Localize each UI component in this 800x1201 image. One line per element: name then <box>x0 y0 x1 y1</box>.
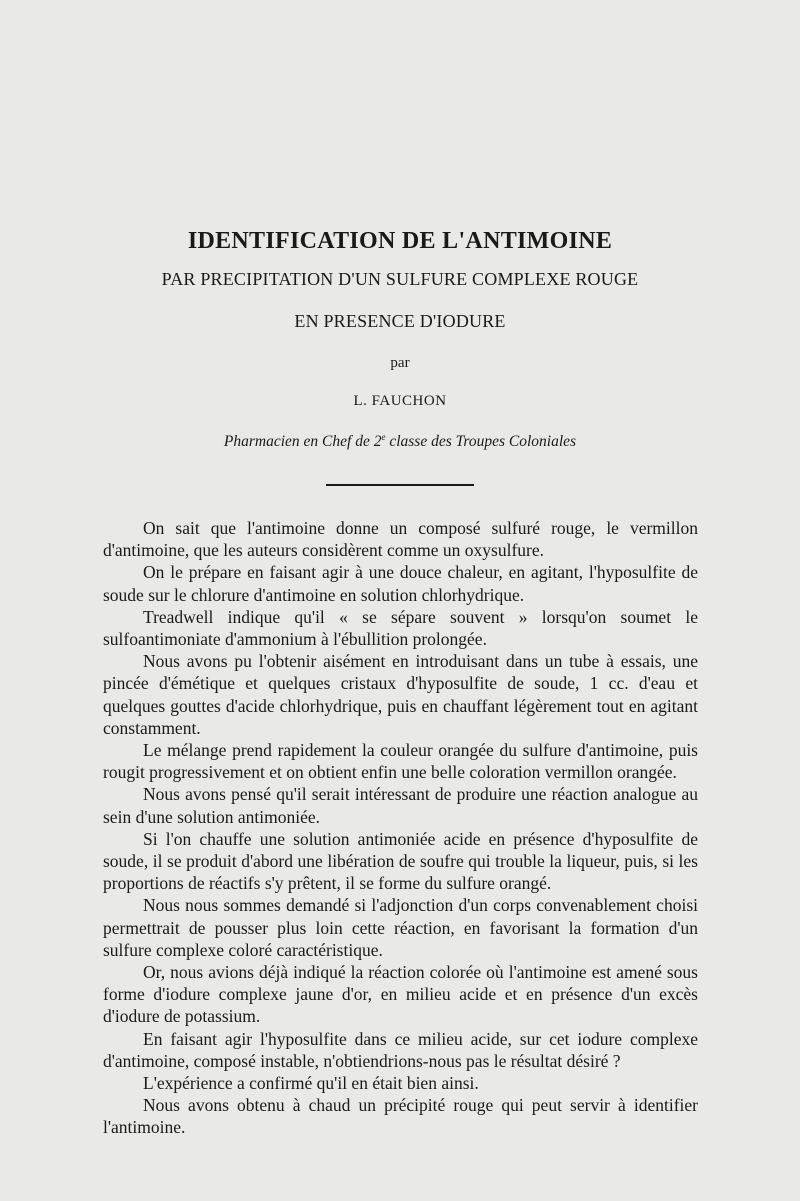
paragraph: En faisant agir l'hyposulfite dans ce milieu acide, sur cet iodure complexe d'antimoine, composé instable, n'obtiendrions-nous pas le résultat désiré ? <box>103 1028 698 1071</box>
paragraph: Treadwell indique qu'il « se sépare souvent » lorsqu'on soumet le sulfoantimoniate d'ammonium à l'ébullition prolongée. <box>103 606 698 650</box>
paragraph: Si l'on chauffe une solution antimoniée acide en présence d'hyposulfite de soude, il se produit d'abord une libération de soufre qui trouble la liqueur, puis, si les proportions de réactifs s'y prêtent, il se forme du sulfure orangé. <box>103 828 698 894</box>
paragraph: On sait que l'antimoine donne un composé sulfuré rouge, le vermillon d'antimoine, que les auteurs considèrent comme un oxysulfure. <box>103 518 698 561</box>
author-affiliation <box>0 432 800 451</box>
paragraph: L'expérience a confirmé qu'il en était bien ainsi. <box>143 1073 479 1094</box>
affiliation-text-before: Pharmacien en Chef de 2 <box>223 433 382 451</box>
paragraph: On le prépare en faisant agir à une douce chaleur, en agitant, l'hyposulfite de soude sur le chlorure d'antimoine en solution chlorhydrique. <box>103 562 698 605</box>
section-divider <box>326 484 474 486</box>
paragraph: Le mélange prend rapidement la couleur orangée du sulfure d'antimoine, puis rougit progressivement et on obtient enfin une belle coloration vermillon orangée. <box>103 740 698 783</box>
paper-subtitle-line-2: EN PRESENCE D'IODURE <box>294 311 506 331</box>
paragraph: Nous avons pensé qu'il serait intéressant de produire une réaction analogue au sein d'une solution antimoniée. <box>103 784 698 827</box>
affiliation-superscript: e <box>381 432 386 442</box>
affiliation-text-after: classe des Troupes Coloniales <box>385 433 577 451</box>
paragraph: Nous avons pu l'obtenir aisément en introduisant dans un tube à essais, une pincée d'émétique et quelques cristaux d'hyposulfite de soude, 1 cc. d'eau et quelques gouttes d'acide chlorhydrique, puis en chauffant légèrement tout en agitant constamment. <box>103 651 698 738</box>
paragraph: Nous nous sommes demandé si l'adjonction d'un corps convenablement choisi permettrait de pousser plus loin cette réaction, en favorisant la formation d'un sulfure complexe coloré caractéristique. <box>103 895 698 960</box>
body-text <box>103 517 698 1139</box>
paragraph: Or, nous avions déjà indiqué la réaction colorée où l'antimoine est amené sous forme d'iodure complexe jaune d'or, en milieu acide et en présence d'un excès d'iodure de potassium. <box>103 962 698 1027</box>
paper-title: IDENTIFICATION DE L'ANTIMOINE <box>187 228 613 254</box>
paper-subtitle-line-1: PAR PRECIPITATION D'UN SULFURE COMPLEXE ROUGE <box>161 269 639 289</box>
author-name: L. FAUCHON <box>353 393 447 409</box>
paragraph: Nous avons obtenu à chaud un précipité rouge qui peut servir à identifier l'antimoine. <box>103 1095 698 1138</box>
byline-par: par <box>390 355 410 371</box>
